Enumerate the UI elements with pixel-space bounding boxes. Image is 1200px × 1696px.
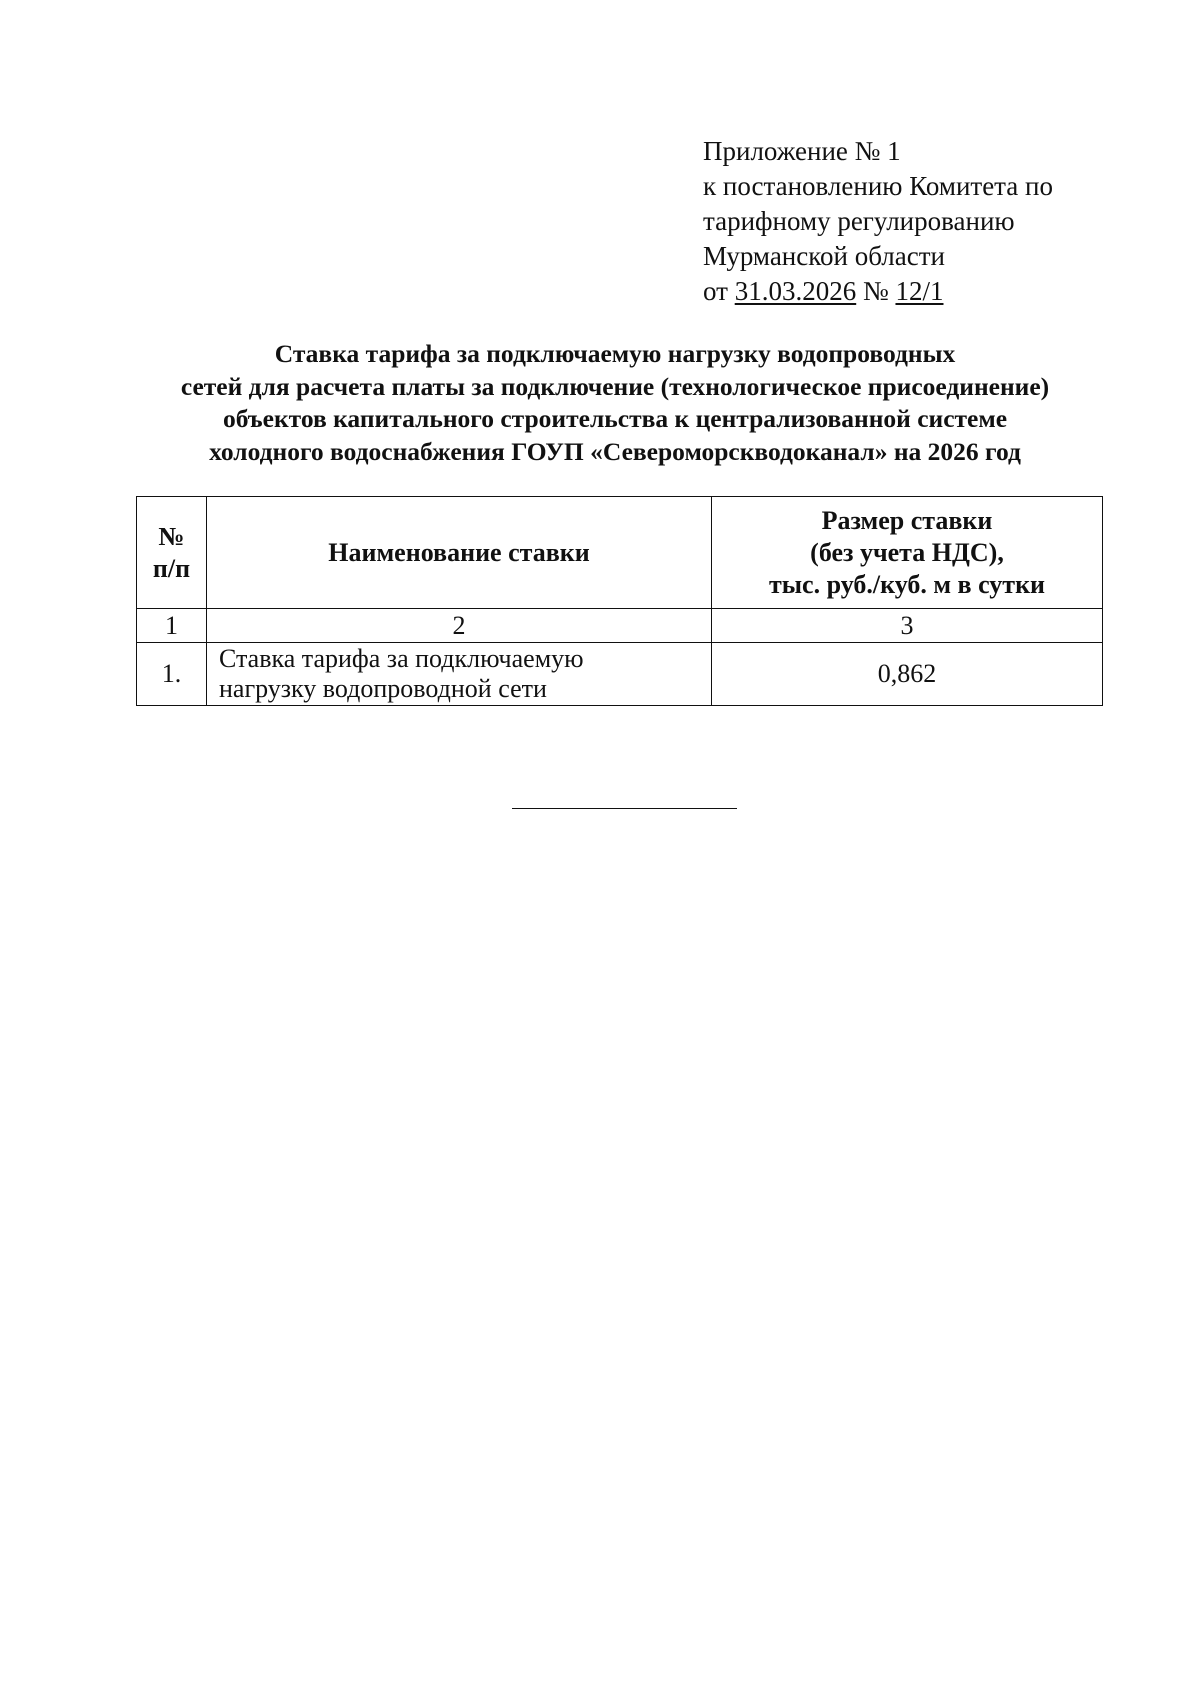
row-name bbox=[207, 643, 712, 706]
rate-table bbox=[136, 496, 1103, 706]
header-number-pp: п/п bbox=[152, 553, 191, 583]
table-header-row bbox=[137, 497, 1103, 609]
date-prefix: от bbox=[703, 276, 735, 306]
header-size bbox=[712, 497, 1103, 609]
closing-divider bbox=[512, 808, 737, 809]
header-number bbox=[137, 497, 207, 609]
appendix-title: Приложение № 1 bbox=[703, 136, 901, 166]
appendix-line-region: Мурманской области bbox=[703, 241, 945, 271]
header-size-line-2: (без учета НДС), bbox=[810, 537, 1004, 567]
row-name-line-2: нагрузку водопроводной сети bbox=[219, 674, 547, 703]
appendix-header bbox=[703, 134, 1123, 309]
column-index-3: 3 bbox=[712, 609, 1103, 643]
header-number-sign: № bbox=[158, 521, 185, 551]
table-row bbox=[137, 643, 1103, 706]
title-line-3: объектов капитального строительства к централизованной системе bbox=[222, 404, 1008, 433]
row-name-line-1: Ставка тарифа за подключаемую bbox=[219, 644, 584, 673]
title-line-4: холодного водоснабжения ГОУП «Североморскводоканал» на 2026 год bbox=[209, 436, 1021, 466]
column-index-row bbox=[137, 609, 1103, 643]
title-line-2: сетей для расчета платы за подключение (технологическое присоединение) bbox=[180, 371, 1050, 401]
appendix-date-line bbox=[703, 274, 1123, 309]
appendix-line-resolution: к постановлению Комитета по bbox=[703, 171, 1053, 201]
column-index-1: 1 bbox=[137, 609, 207, 643]
resolution-date: 31.03.2026 bbox=[734, 276, 857, 306]
row-number: 1. bbox=[137, 643, 207, 706]
number-sign: № bbox=[856, 276, 896, 306]
header-name bbox=[207, 497, 712, 609]
column-index-2: 2 bbox=[207, 609, 712, 643]
title-line-1: Ставка тарифа за подключаемую нагрузку водопроводных bbox=[274, 339, 956, 368]
header-size-line-3: тыс. руб./куб. м в сутки bbox=[768, 569, 1046, 599]
row-value: 0,862 bbox=[712, 643, 1103, 706]
document-title bbox=[100, 338, 1130, 468]
header-name-label: Наименование ставки bbox=[328, 537, 590, 567]
header-size-line-1: Размер ставки bbox=[821, 505, 993, 535]
appendix-line-regulation: тарифному регулированию bbox=[703, 206, 1015, 236]
resolution-number: 12/1 bbox=[895, 276, 944, 306]
